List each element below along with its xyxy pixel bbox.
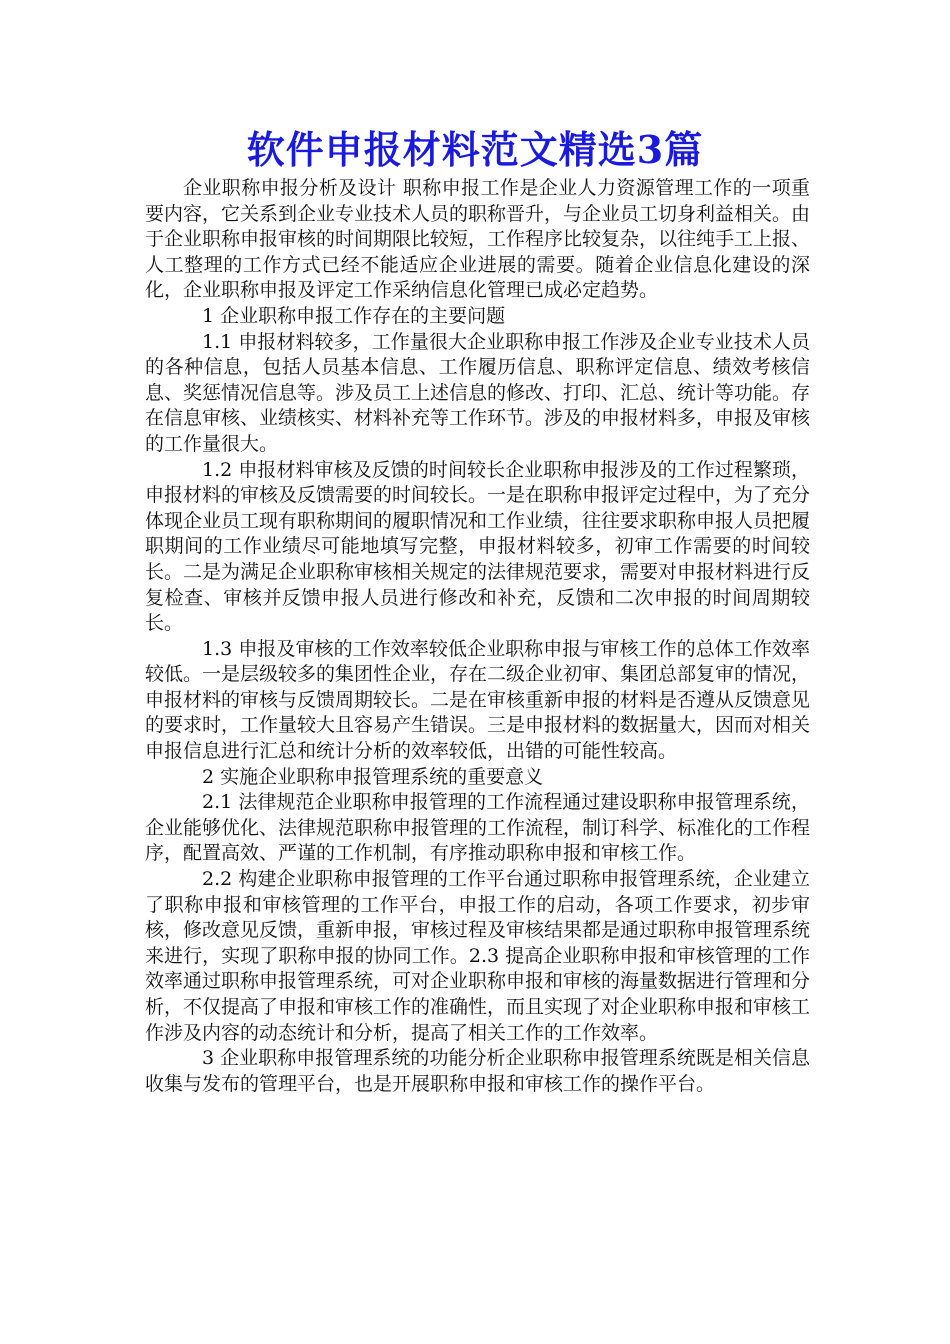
paragraph-2-1: 2.1 法律规范企业职称申报管理的工作流程通过建设职称申报管理系统，企业能够优化、法律规范职称申报管理的工作流程，制订科学、标准化的工作程序，配置高效、严谨的工作机制，有序推动职称申报和审核工作。 [145,791,811,865]
paragraph-intro: 企业职称申报分析及设计 职称申报工作是企业人力资源管理工作的一项重要内容，它关系到企业专业技术人员的职称晋升，与企业员工切身利益相关。由于企业职称申报审核的时间期限比较短，工作程序比较复杂，以往纯手工上报、人工整理的工作方式已经不能适应企业进展的需要。随着企业信息化建设的深化，企业职称申报及评定工作采纳信息化管理已成必定趋势。 [145,177,811,302]
document-title: 软件申报材料范文精选3篇 [246,127,704,172]
paragraph-section-3: 3 企业职称申报管理系统的功能分析企业职称申报管理系统既是相关信息收集与发布的管理平台，也是开展职称申报和审核工作的操作平台。 [145,1047,810,1095]
heading-section-1: 1 企业职称申报工作存在的主要问题 [202,304,506,327]
paragraph-1-1: 1.1 申报材料较多，工作量很大企业职称申报工作涉及企业专业技术人员的各种信息，包括人员基本信息、工作履历信息、职称评定信息、绩效考核信息、奖惩情况信息等。涉及员工上述信息的修改、打印、汇总、统计等功能。存在信息审核、业绩核实、材料补充等工作环节。涉及的申报材料多，申报及审核的工作量很大。 [145,330,811,455]
heading-section-2: 2 实施企业职称申报管理系统的重要意义 [202,765,544,788]
paragraph-1-2: 1.2 申报材料审核及反馈的时间较长企业职称申报涉及的工作过程繁琐，申报材料的审核及反馈需要的时间较长。一是在职称申报评定过程中，为了充分体现企业员工现有职称期间的履职情况和工作业绩，往往要求职称申报人员把履职期间的工作业绩尽可能地填写完整，申报材料较多，初审工作需要的时间较长。二是为满足企业职称审核相关规定的法律规范要求，需要对申报材料进行反复检查、审核并反馈申报人员进行修改和补充，反馈和二次申报的时间周期较长。 [145,458,811,635]
paragraph-2-2: 2.2 构建企业职称申报管理的工作平台通过职称申报管理系统，企业建立了职称申报和审核管理的工作平台，申报工作的启动，各项工作要求，初步审核，修改意见反馈，重新申报，审核过程及审核结果都是通过职称申报管理系统来进行，实现了职称申报的协同工作。2.3 提高企业职称申报和审核管理的工作效率通过职称申报管理系统，可对企业职称申报和审核的海量数据进行管理和分析，不仅提高了申报和审核工作的准确性，而且实现了对企业职称申报和审核工作涉及内容的动态统计和分析，提高了相关工作的工作效率。 [145,868,811,1044]
paragraph-1-3: 1.3 申报及审核的工作效率较低企业职称申报与审核工作的总体工作效率较低。一是层级较多的集团性企业，存在二级企业初审、集团总部复审的情况，申报材料的审核与反馈周期较长。二是在审核重新申报的材料是否遵从反馈意见的要求时，工作量较大且容易产生错误。三是申报材料的数据量大，因而对相关申报信息进行汇总和统计分析的效率较低，出错的可能性较高。 [145,637,811,763]
document-body [145,176,810,1097]
